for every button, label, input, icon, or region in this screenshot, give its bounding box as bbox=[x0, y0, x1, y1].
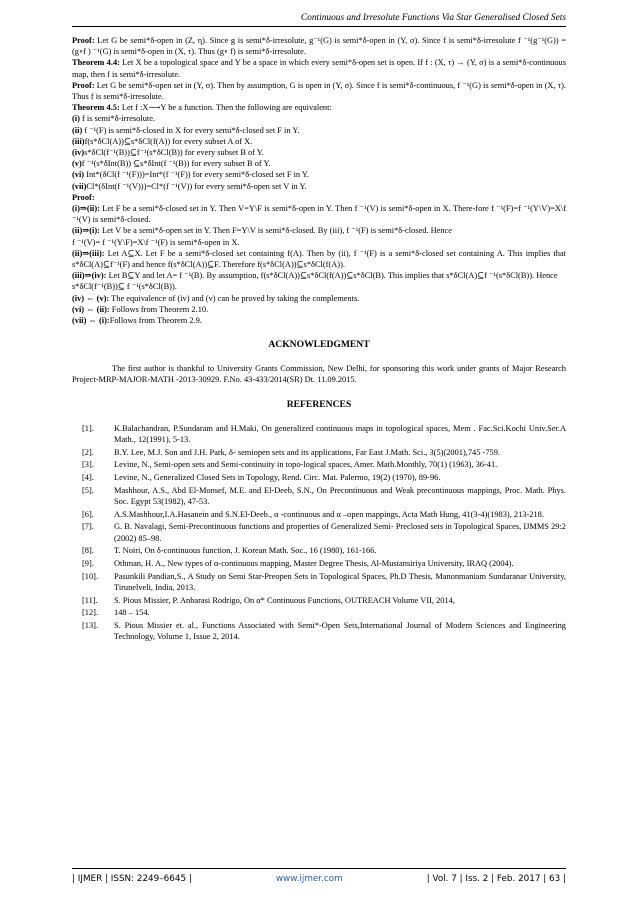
reference-number: [7]. bbox=[82, 522, 94, 532]
body-paragraph bbox=[72, 293, 566, 304]
reference-item bbox=[82, 521, 566, 543]
reference-item bbox=[82, 447, 566, 458]
paragraph-text: Let V be a semi*δ-open set in Y. Then F=Y\V is semi*δ-closed. By (iii), f ⁻¹(F) is semi*δ-closed. Hence bbox=[99, 226, 452, 236]
reference-item bbox=[82, 620, 566, 642]
paragraph-text: Let A⊆X. Let F be a semi*δ-closed set containing f(A). Then by (ii), f ⁻¹(F) is a semi*δ-closed set containing A. This implies that s*δCl(A)⊆f⁻¹(F) and hence f(s*δCl(A))⊆F. Therefore f(s*δCl(A))⊆s*δCl(f(A)). bbox=[72, 248, 566, 270]
footer-journal: | IJMER | ISSN: 2249–6645 | bbox=[72, 874, 192, 884]
reference-number: [12]. bbox=[82, 608, 99, 618]
paragraph-label: (i)⇒(ii): bbox=[72, 204, 100, 214]
paragraph-text: Let B⊆Y and let A= f ⁻¹(B). By assumption, f(s*δCl(A))⊆s*δCl(f(A))⊆s*δCl(B). This implies that s*δCl(A)⊆f ⁻¹(s*δCl(B)). Hence bbox=[106, 271, 558, 281]
paragraph-label: (iii)⇒(iv): bbox=[72, 271, 107, 281]
paragraph-label: (i) bbox=[72, 114, 80, 124]
paragraph-text: f(s*δCl(A))⊆s*δCl(f(A)) for every subset A of X. bbox=[84, 136, 253, 146]
reference-text: G. B. Navalagi, Semi-Precontinuous functions and properties of Generalized Semi- Preclosed sets in Topological Spaces, IJMMS 29:2 (2002) 85–98. bbox=[114, 522, 566, 543]
body-paragraph bbox=[72, 80, 566, 102]
references-list bbox=[72, 423, 566, 643]
body-paragraph bbox=[72, 270, 566, 281]
footer-url-link[interactable]: www.ijmer.com bbox=[275, 874, 343, 884]
footer-issue: | Vol. 7 | Iss. 2 | Feb. 2017 | 63 | bbox=[426, 874, 566, 884]
reference-text: Mashhour, A.S., Abd El-Monsef, M.E. and El-Deeb, S.N., On Precontinuous and Weak precontinuous mappings, Proc. Math. Phys. Soc. Egypt 53(1982), 47-53. bbox=[114, 485, 566, 506]
reference-number: [6]. bbox=[82, 509, 94, 519]
reference-item bbox=[82, 472, 566, 483]
paragraph-label: Proof: bbox=[72, 192, 95, 202]
reference-item bbox=[82, 545, 566, 556]
body-paragraph bbox=[72, 57, 566, 79]
paragraph-text: Let f :X⟶Y be a function. Then the following are equivalent: bbox=[119, 103, 332, 113]
reference-text: Pasunkili Pandian,S., A Study on Semi Star-Preopen Sets in Topological Spaces, Ph.D Thesis, Manonmaniam Sundaranar University, Tirunelveli, India, 2013. bbox=[114, 571, 566, 592]
reference-item bbox=[82, 509, 566, 520]
paragraph-text: Follows from Theorem 2.10. bbox=[109, 304, 209, 314]
paragraph-label: (ii)⇒(iii): bbox=[72, 248, 105, 258]
paragraph-label: (vii) ⇔ (i): bbox=[72, 316, 110, 326]
paragraph-label: (vii) bbox=[72, 181, 87, 191]
reference-text: B.Y. Lee, M.J. Son and J.H. Park, δ- semiopen sets and its applications, Far East J.Math. Sci., 3(5)(2001),745 -759. bbox=[114, 447, 500, 457]
paragraph-text: The equivalence of (iv) and (v) can be proved by taking the complements. bbox=[109, 293, 360, 303]
reference-number: [3]. bbox=[82, 460, 94, 470]
reference-item bbox=[82, 423, 566, 445]
paragraph-text: s*δCl(f⁻¹(B))⊆ f ⁻¹(s*δCl(B)). bbox=[72, 282, 177, 292]
body-paragraph bbox=[72, 203, 566, 225]
paragraph-text: Follows from Theorem 2.9. bbox=[109, 316, 202, 326]
reference-text: Levine, N., Generalized Closed Sets in Topology, Rend. Circ. Mat. Palermo, 19(2) (1970), 89-96. bbox=[114, 473, 441, 482]
running-head: Continuous and Irresolute Functions Via Star Generalised Closed Sets bbox=[72, 8, 566, 27]
reference-text: K.Balachandran, P.Sundaram and H.Maki, On generalized continuous maps in topological spaces, Mem . Fac.Sci.Kochi Univ.Ser.A Math., 12(1991), 5-13. bbox=[114, 423, 566, 444]
page-footer bbox=[72, 868, 566, 885]
reference-text: 148 – 154. bbox=[114, 608, 150, 618]
reference-text: Levine, N., Semi-open sets and Semi-continuity in topo-logical spaces, Amer. Math.Monthly, 70(1) (1963), 36-41. bbox=[114, 460, 498, 470]
reference-number: [10]. bbox=[82, 571, 99, 581]
paragraph-text: f ⁻¹(F) is semi*δ-closed in X for every semi*δ-closed set F in Y. bbox=[82, 125, 300, 135]
body-paragraph bbox=[72, 158, 566, 169]
reference-item bbox=[82, 607, 566, 618]
reference-item bbox=[82, 558, 566, 569]
body-paragraph bbox=[72, 181, 566, 192]
body-paragraph bbox=[72, 281, 566, 292]
acknowledgment-text: The first author is thankful to University Grants Commission, New Delhi, for sponsoring this work under grants of Major Research Project-MRP-MAJOR-MATH -2013-30929. F.No. 43-433/2014(SR) Dt. 11.09.2015. bbox=[72, 364, 566, 385]
reference-number: [8]. bbox=[82, 546, 94, 556]
body-paragraph bbox=[72, 169, 566, 180]
reference-text: S. Pious Missier et. al., Functions Associated with Semi*-Open Sets,International Journal of Modern Sciences and Engineering Technology, Volume 1, Issue 2, 2014. bbox=[114, 620, 566, 642]
paragraph-text: f ⁻¹(V)= f ⁻¹(Y\F)=X\f ⁻¹(F) is semi*δ-open in X. bbox=[72, 237, 240, 247]
paragraph-text: Int*(δCl(f ⁻¹(F)))=Int*(f ⁻¹(F)) for every semi*δ-closed set F in Y. bbox=[84, 170, 309, 180]
body-paragraph bbox=[72, 113, 566, 124]
reference-number: [11]. bbox=[82, 595, 98, 605]
paragraph-label: (ii)⇒(i): bbox=[72, 226, 100, 236]
paragraph-text: f ⁻¹(s*δInt(B)) ⊆s*δInt(f ⁻¹(B)) for every subset B of Y. bbox=[81, 159, 271, 169]
references-heading: REFERENCES bbox=[286, 398, 352, 410]
body-paragraph bbox=[72, 237, 566, 248]
body-paragraph bbox=[72, 304, 566, 315]
paragraph-label: (iv) ⇔ (v): bbox=[72, 293, 110, 303]
reference-number: [5]. bbox=[82, 485, 94, 495]
reference-number: [2]. bbox=[82, 447, 94, 457]
paragraph-text: Let G be semi*δ-open set in (Y, σ). Then by assumption, G is open in (Y, σ). Since f is semi*δ-continuous, f ⁻¹(G) is semi*δ-open in (X, τ). Thus f is semi*δ-irresolute. bbox=[72, 80, 566, 102]
paragraph-label: Proof: bbox=[72, 36, 95, 45]
body-paragraph bbox=[72, 102, 566, 113]
reference-number: [9]. bbox=[82, 558, 94, 568]
reference-text: Othman, H. A., New types of α-continuous mapping, Master Degree Thesis, Al-Mustansiriya University, IRAQ (2004). bbox=[114, 558, 514, 568]
paragraph-label: (iv) bbox=[72, 148, 85, 158]
body-paragraph bbox=[72, 192, 566, 203]
paragraph-text: Let G be semi*δ-open in (Z, η). Since g is semi*δ-irresolute, g⁻¹(G) is semi*δ-open in (Y, σ). Since f is semi*δ-irresolute f ⁻¹(g⁻¹(G)) = (g∘f ) ⁻¹(G) is semi*δ-open in (X, τ). Thus (g∘ f) is semi*δ-irresolute. bbox=[72, 36, 566, 57]
reference-number: [4]. bbox=[82, 473, 94, 482]
reference-item bbox=[82, 459, 566, 470]
reference-text: A.S.Mashhour,I.A.Hasanein and S.N.El-Deeb., α -continuous and α –open mappings, Acta Math Hung, 41(3-4)(1983), 213-218. bbox=[114, 509, 544, 519]
body-paragraph bbox=[72, 315, 566, 326]
paragraph-text: s*δCl(f⁻¹(B))⊆f⁻¹(s*δCl(B)) for every subset B of Y. bbox=[84, 148, 264, 158]
paragraph-label: (ii) bbox=[72, 125, 83, 135]
paragraph-label: (v) bbox=[72, 159, 82, 169]
body-paragraph bbox=[72, 136, 566, 147]
paragraph-text: f is semi*δ-irresolute. bbox=[79, 114, 156, 124]
paragraph-label: Proof: bbox=[72, 80, 95, 90]
body-paragraph bbox=[72, 225, 566, 236]
paragraph-label: Theorem 4.4: bbox=[72, 58, 120, 68]
reference-number: [13]. bbox=[82, 620, 99, 630]
acknowledgment-heading: ACKNOWLEDGMENT bbox=[268, 339, 370, 351]
paragraph-label: (vi) ⇔ (ii): bbox=[72, 304, 110, 314]
reference-item bbox=[82, 571, 566, 593]
paragraph-label: (iii) bbox=[72, 136, 85, 146]
body-paragraph bbox=[72, 248, 566, 270]
body-paragraph bbox=[72, 125, 566, 136]
body-paragraph bbox=[72, 35, 566, 57]
paragraph-text: Let X be a topological space and Y be a space in which every semi*δ-open set is open. If f : (X, τ) → (Y, σ) is a semi*δ-continuous map, then f is semi*δ-irresolute. bbox=[72, 58, 566, 79]
paragraph-label: Theorem 4.5: bbox=[72, 103, 120, 113]
reference-text: S. Pious Missier, P. Anbarasi Rodrigo, On α* Continuous Functions, OUTREACH Volume VII, 2014, bbox=[114, 595, 455, 605]
reference-text: T. Noiri, On δ-continuous function, J. Korean Math. Soc., 16 (1980), 161-166. bbox=[114, 546, 377, 556]
paragraph-text: Let F be a semi*δ-closed set in Y. Then V=Y\F is semi*δ-open in Y. Then f ⁻¹(V) is semi*δ-open in X. There-fore f ⁻¹(F)=f ⁻¹(Y\V)=X\f ⁻¹(V) is semi*δ-closed. bbox=[72, 204, 566, 225]
body-text bbox=[72, 35, 566, 326]
reference-number: [1]. bbox=[82, 423, 94, 433]
reference-item bbox=[82, 485, 566, 507]
body-paragraph bbox=[72, 147, 566, 158]
reference-item bbox=[82, 595, 566, 606]
paragraph-label: (vi) bbox=[72, 170, 85, 180]
paragraph-text: Cl*(δInt(f ⁻¹(V)))=Cl*(f ⁻¹(V)) for every semi*δ-open set V in Y. bbox=[86, 181, 307, 191]
